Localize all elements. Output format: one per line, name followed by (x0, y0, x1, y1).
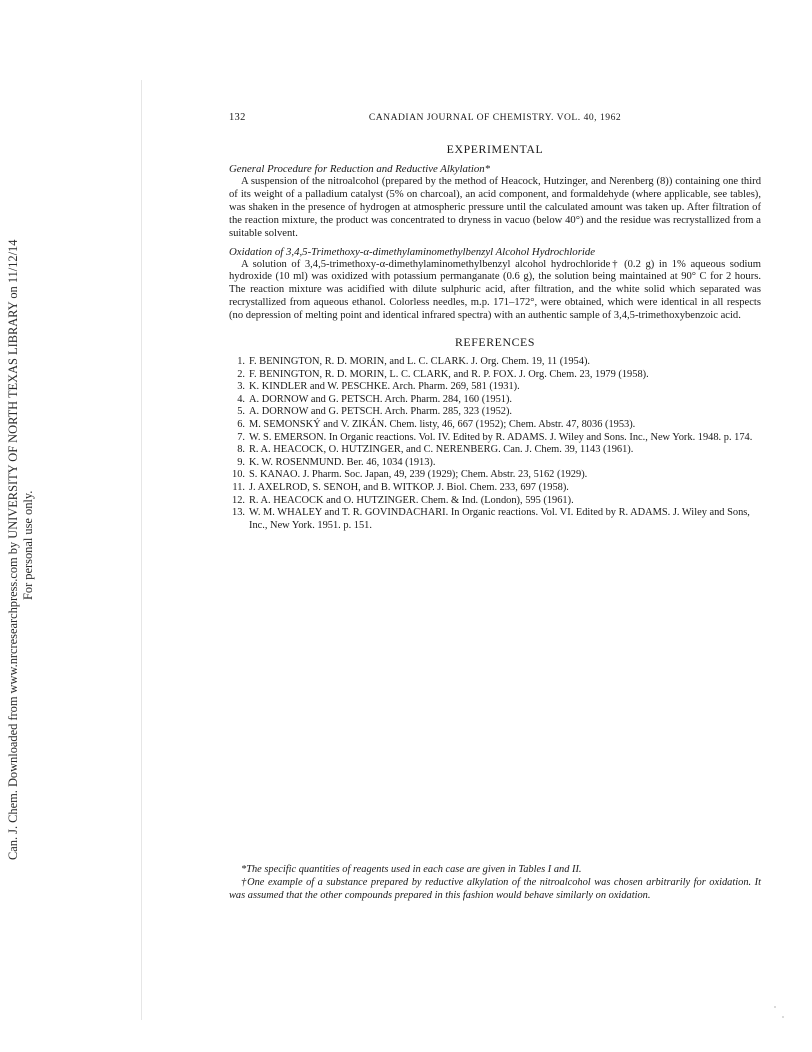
reference-number: 5. (237, 406, 245, 418)
reference-item (229, 457, 761, 470)
reference-text: S. KANAO. J. Pharm. Soc. Japan, 49, 239 (1929); Chem. Abstr. 23, 5162 (1929). (249, 469, 588, 481)
footnote-dagger: †One example of a substance prepared by reductive alkylation of the nitroalcohol was chosen arbitrarily for oxidation. It was assumed that the other compounds prepared in this fashion would behave similarly on oxidation. (229, 876, 761, 901)
page-body (229, 112, 761, 532)
reference-text: F. BENINGTON, R. D. MORIN, and L. C. CLARK. J. Org. Chem. 19, 11 (1954). (249, 356, 590, 368)
reference-text: J. AXELROD, S. SENOH, and B. WITKOP. J. Biol. Chem. 233, 697 (1958). (249, 482, 569, 493)
reference-item (229, 432, 761, 445)
reference-number: 4. (237, 393, 245, 405)
reference-item (229, 419, 761, 432)
reference-text: A. DORNOW and G. PETSCH. Arch. Pharm. 285, 323 (1952). (249, 406, 513, 418)
download-stamp (4, 160, 42, 860)
paragraph-oxidation: A solution of 3,4,5-trimethoxy-α-dimethylaminomethylbenzyl alcohol hydrochloride† (0.2 g) in 1% aqueous sodium hydroxide (10 ml) was oxidized with potassium permanganate (0.6 g), the solution being maintained at 90° C for 2 hours. The reaction mixture was acidified with dilute sulphuric acid, after filtration, and the white solid which separated was recrystallized from aqueous ethanol. Colorless needles, m.p. 171–172°, were obtained, which were identical in all respects (no depression of melting point and identical infrared spectra) with an authentic sample of 3,4,5-trimethoxybenzoic acid. (229, 258, 761, 322)
scan-speck (774, 1006, 776, 1008)
reference-item (229, 394, 761, 407)
paragraph-reduction: A suspension of the nitroalcohol (prepared by the method of Heacock, Hutzinger, and Nerenberg (8)) containing one third of its weight of a palladium catalyst (5% on charcoal), an acid component, and formaldehyde (where applicable, see tables), was shaken in the presence of hydrogen at atmospheric pressure until the calculated amount was taken up. After filtration of the reaction mixture, the product was concentrated to dryness in vacuo (below 40°) and the residue was recrystallized from a suitable solvent. (229, 176, 761, 239)
footnotes (229, 864, 761, 902)
reference-item (229, 482, 761, 495)
reference-text: K. KINDLER and W. PESCHKE. Arch. Pharm. 269, 581 (1931). (249, 381, 520, 393)
reference-item (229, 381, 761, 394)
journal-running-title: CANADIAN JOURNAL OF CHEMISTRY. VOL. 40, 1962 (368, 112, 622, 123)
reference-text: W. S. EMERSON. In Organic reactions. Vol. IV. Edited by R. ADAMS. J. Wiley and Sons. Inc., New York. 1948. p. 174. (249, 431, 753, 443)
reference-text: W. M. WHALEY and T. R. GOVINDACHARI. In Organic reactions. Vol. VI. Edited by R. ADAMS. J. Wiley and Sons, Inc., New York. 1951. p. 151. (249, 507, 750, 531)
reference-item (229, 356, 761, 369)
reference-number: 6. (237, 419, 245, 431)
reference-item (229, 369, 761, 382)
reference-number: 9. (237, 456, 245, 468)
reference-number: 10. (232, 469, 245, 481)
page-number: 132 (229, 112, 246, 123)
reference-item (229, 444, 761, 457)
footnote-asterisk: *The specific quantities of reagents used in each case are given in Tables I and II. (241, 864, 582, 875)
reference-text: R. A. HEACOCK and O. HUTZINGER. Chem. & Ind. (London), 595 (1961). (249, 494, 574, 506)
reference-text: M. SEMONSKÝ and V. ZIKÁN. Chem. listy, 46, 667 (1952); Chem. Abstr. 47, 8036 (1953). (249, 419, 636, 431)
references-heading: REFERENCES (454, 335, 536, 350)
reference-item (229, 469, 761, 482)
running-head (229, 112, 761, 130)
subsection-heading-reduction: General Procedure for Reduction and Reductive Alkylation* (229, 163, 491, 175)
scan-gutter-line (141, 80, 142, 1020)
download-stamp-line2: For personal use only. (21, 490, 35, 600)
subsection-heading-oxidation: Oxidation of 3,4,5-Trimethoxy-α-dimethylaminomethylbenzyl Alcohol Hydrochloride (229, 245, 596, 258)
reference-number: 13. (232, 507, 245, 519)
scan-speck (782, 1016, 784, 1018)
reference-text: K. W. ROSENMUND. Ber. 46, 1034 (1913). (249, 456, 436, 468)
download-stamp-svg (4, 160, 42, 860)
reference-text: R. A. HEACOCK, O. HUTZINGER, and C. NERENBERG. Can. J. Chem. 39, 1143 (1961). (249, 444, 634, 456)
reference-item (229, 507, 761, 532)
reference-number: 12. (232, 494, 245, 506)
experimental-heading: EXPERIMENTAL (446, 142, 544, 156)
reference-text: A. DORNOW and G. PETSCH. Arch. Pharm. 284, 160 (1951). (249, 393, 513, 405)
reference-item (229, 495, 761, 508)
reference-number: 11. (232, 482, 245, 493)
reference-number: 8. (237, 444, 245, 456)
reference-number: 3. (237, 381, 245, 393)
reference-list (229, 356, 761, 532)
download-stamp-line1: Can. J. Chem. Downloaded from www.nrcresearchpress.com by UNIVERSITY OF NORTH TEXAS LIBRARY on 11/12/14 (6, 239, 20, 860)
reference-number: 2. (237, 368, 245, 380)
reference-number: 7. (237, 431, 245, 443)
reference-item (229, 406, 761, 419)
reference-number: 1. (237, 356, 245, 368)
reference-text: F. BENINGTON, R. D. MORIN, L. C. CLARK, and R. P. FOX. J. Org. Chem. 23, 1979 (1958). (249, 368, 649, 380)
